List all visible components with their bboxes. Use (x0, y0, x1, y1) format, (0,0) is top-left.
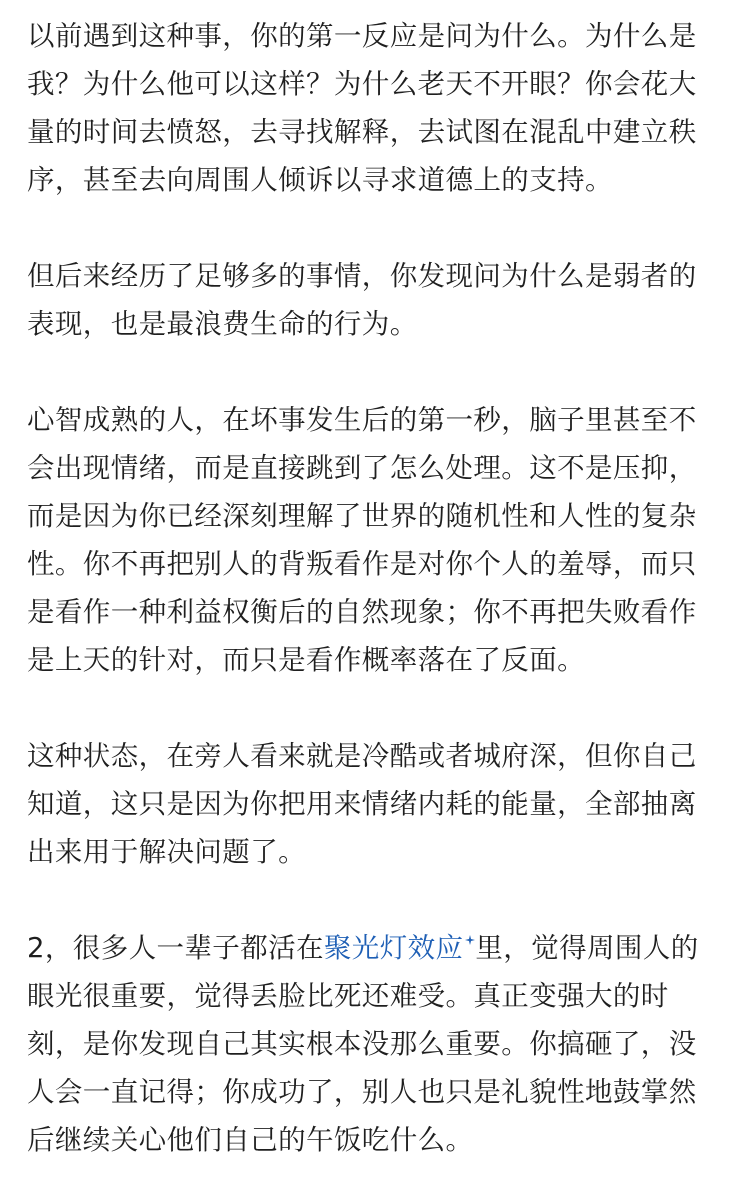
paragraph-4: 这种状态，在旁人看来就是冷酷或者城府深，但你自己知道，这只是因为你把用来情绪内耗的能量，全部抽离出来用于解决问题了。 (27, 740, 697, 868)
paragraph-5-text-after: 里，觉得周围人的眼光很重要，觉得丢脸比死还难受。真正变强大的时刻，是你发现自己其实根本没那么重要。你搞砸了，没人会一直记得；你成功了，别人也只是礼貌性地鼓掌然后继续关心他们自己的午饭吃什么。 (27, 932, 699, 1156)
sparkle-icon (465, 935, 475, 945)
article-body (27, 12, 717, 1164)
paragraph-1: 以前遇到这种事，你的第一反应是问为什么。为什么是我？为什么他可以这样？为什么老天不开眼？你会花大量的时间去愤怒，去寻找解释，去试图在混乱中建立秩序，甚至去向周围人倾诉以寻求道德上的支持。 (27, 20, 697, 196)
paragraph-5-text-before: 2，很多人一辈子都活在 (27, 932, 324, 964)
paragraph-5 (27, 924, 717, 1164)
paragraph-3: 心智成熟的人，在坏事发生后的第一秒，脑子里甚至不会出现情绪，而是直接跳到了怎么处理。这不是压抑，而是因为你已经深刻理解了世界的随机性和人性的复杂性。你不再把别人的背叛看作是对你个人的羞辱，而只是看作一种利益权衡后的自然现象；你不再把失败看作是上天的针对，而只是看作概率落在了反面。 (27, 404, 697, 676)
paragraph-2: 但后来经历了足够多的事情，你发现问为什么是弱者的表现，也是最浪费生命的行为。 (27, 260, 697, 340)
spotlight-effect-link[interactable]: 聚光灯效应 (323, 932, 464, 964)
